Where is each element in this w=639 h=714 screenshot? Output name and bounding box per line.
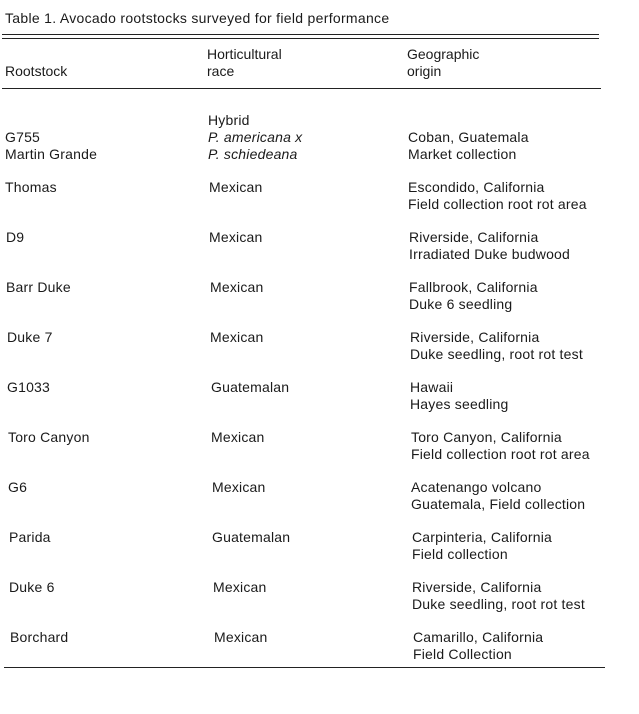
header-origin-line2: origin	[407, 63, 442, 79]
top-rule-2	[2, 38, 599, 39]
origin-line: Riverside, California	[410, 329, 540, 345]
origin-cell	[409, 279, 538, 313]
origin-line: Irradiated Duke budwood	[409, 246, 571, 262]
hybrid-names	[5, 129, 97, 163]
rootstock-name: Toro Canyon	[8, 429, 90, 445]
origin-line: Market collection	[408, 146, 517, 162]
race-cell: Guatemalan	[212, 529, 291, 545]
origin-cell	[408, 179, 587, 213]
bottom-rule	[4, 667, 605, 668]
origin-line: Riverside, California	[409, 229, 539, 245]
rootstock-name: Martin Grande	[5, 146, 98, 162]
hybrid-race-label: Hybrid	[208, 112, 250, 128]
race-cell: Mexican	[209, 179, 263, 195]
origin-cell	[412, 529, 552, 563]
origin-line: Coban, Guatemala	[408, 129, 529, 145]
race-cell: Mexican	[214, 629, 268, 645]
origin-line: Carpinteria, California	[412, 529, 552, 545]
race-line: P. americana x	[208, 129, 303, 145]
origin-line: Field collection	[412, 546, 508, 562]
rootstock-name: Duke 7	[7, 329, 53, 345]
origin-cell	[411, 429, 590, 463]
race-cell: Mexican	[211, 429, 265, 445]
origin-line: Toro Canyon, California	[411, 429, 562, 445]
origin-line: Duke seedling, root rot test	[410, 346, 583, 362]
origin-cell	[409, 229, 570, 263]
origin-line: Field collection root rot area	[408, 196, 587, 212]
hybrid-origin	[408, 129, 529, 163]
origin-line: Duke 6 seedling	[409, 296, 513, 312]
header-origin	[407, 46, 479, 80]
rootstock-name: G6	[8, 479, 28, 495]
origin-cell	[410, 329, 583, 363]
header-race	[207, 46, 282, 80]
rootstock-name: D9	[6, 229, 25, 245]
origin-line: Camarillo, California	[413, 629, 544, 645]
race-cell: Mexican	[212, 479, 266, 495]
race-cell: Mexican	[209, 229, 263, 245]
origin-line: Duke seedling, root rot test	[412, 596, 585, 612]
origin-line: Field Collection	[413, 646, 512, 662]
origin-line: Hayes seedling	[410, 396, 509, 412]
race-cell: Mexican	[213, 579, 267, 595]
origin-line: Field collection root rot area	[411, 446, 590, 462]
hybrid-race	[208, 129, 302, 163]
rootstock-name: G1033	[7, 379, 51, 395]
origin-line: Guatemala, Field collection	[411, 496, 586, 512]
rootstock-name: G755	[5, 129, 41, 145]
rootstock-name: Duke 6	[9, 579, 55, 595]
rootstock-name: Barr Duke	[6, 279, 71, 295]
header-race-line2: race	[207, 63, 235, 79]
top-rule-1	[2, 34, 599, 35]
table-caption: Table 1. Avocado rootstocks surveyed for field performance	[5, 10, 390, 26]
rootstock-name: Parida	[9, 529, 51, 545]
race-line: P. schiedeana	[208, 146, 298, 162]
race-cell: Guatemalan	[211, 379, 290, 395]
header-race-line1: Horticultural	[207, 46, 282, 62]
origin-cell	[412, 579, 585, 613]
header-origin-line1: Geographic	[407, 46, 480, 62]
rootstock-name: Borchard	[10, 629, 69, 645]
origin-line: Escondido, California	[408, 179, 545, 195]
header-rootstock: Rootstock	[5, 63, 68, 79]
origin-cell	[410, 379, 509, 413]
race-cell: Mexican	[210, 279, 264, 295]
origin-line: Fallbrook, California	[409, 279, 538, 295]
origin-line: Riverside, California	[412, 579, 542, 595]
rootstock-name: Thomas	[5, 179, 57, 195]
origin-cell	[413, 629, 543, 663]
race-cell: Mexican	[210, 329, 264, 345]
origin-cell	[411, 479, 585, 513]
origin-line: Acatenango volcano	[411, 479, 542, 495]
header-rule	[2, 88, 601, 89]
origin-line: Hawaii	[410, 379, 454, 395]
